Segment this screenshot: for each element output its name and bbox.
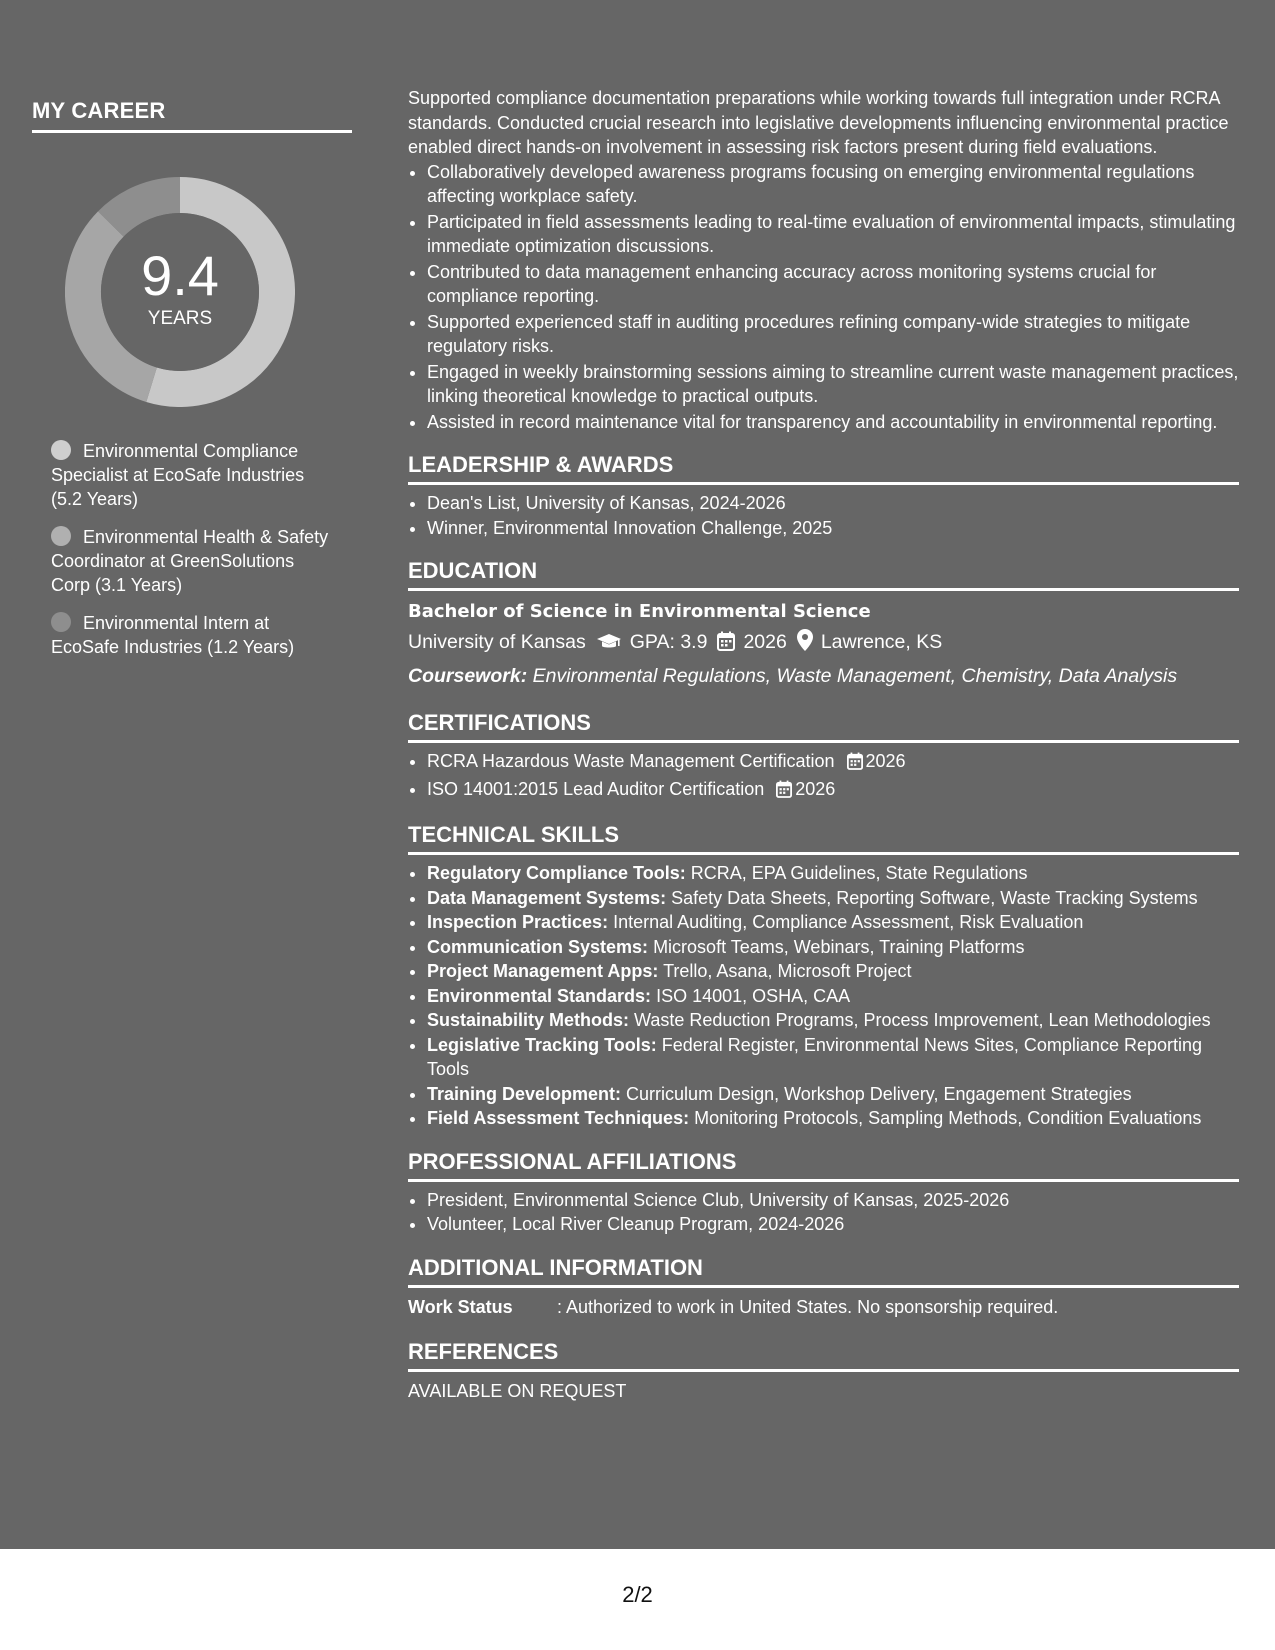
- education-details: [408, 627, 1239, 661]
- skill-value: Safety Data Sheets, Reporting Software, Waste Tracking Systems: [671, 887, 1198, 908]
- career-donut-chart: [65, 177, 295, 407]
- total-years-unit: YEARS: [147, 308, 213, 329]
- coursework-value: Environmental Regulations, Waste Management, Chemistry, Data Analysis: [532, 665, 1178, 687]
- skill-value: Curriculum Design, Workshop Delivery, Engagement Strategies: [626, 1083, 1132, 1104]
- skill-label: Communication Systems:: [427, 936, 649, 957]
- leadership-item: • Winner, Environmental Innovation Challenge, 2025: [427, 516, 1239, 541]
- career-legend-item: [51, 525, 331, 597]
- experience-bullet: • Participated in field assessments leading to real-time evaluation of environmental impacts, stimulating immediate optimization discussions.: [427, 210, 1239, 259]
- legend-dot-icon: [51, 526, 71, 546]
- skill-label: Regulatory Compliance Tools:: [427, 863, 686, 883]
- skill-label: Sustainability Methods:: [427, 1010, 630, 1030]
- experience-bullet: • Supported experienced staff in auditing procedures refining company-wide strategies to mitigate regulatory risks.: [427, 310, 1239, 359]
- graduation-year: 2026: [743, 631, 787, 653]
- skill-label: Field Assessment Techniques:: [427, 1108, 690, 1128]
- main-content: [408, 86, 1239, 1405]
- skill-label: Training Development:: [427, 1083, 622, 1104]
- page-number: 2/2: [622, 1582, 653, 1607]
- references-text: AVAILABLE ON REQUEST: [408, 1380, 627, 1401]
- experience-bullet: • Contributed to data management enhancing accuracy across monitoring systems crucial for compliance reporting.: [427, 260, 1239, 309]
- certification-year: 2026: [795, 778, 836, 799]
- leadership-item: • Dean's List, University of Kansas, 2024-2026: [427, 491, 1239, 516]
- skill-item: [427, 935, 1239, 960]
- skill-item: [427, 1082, 1239, 1107]
- affiliations-list: [408, 1188, 1239, 1237]
- skills-list: [408, 861, 1239, 1131]
- skill-value: RCRA, EPA Guidelines, State Regulations: [690, 863, 1028, 883]
- legend-dot-icon: [51, 440, 71, 460]
- skill-item: [427, 1033, 1239, 1082]
- skill-value: Federal Register, Environmental News Sites, Compliance Reporting Tools: [427, 1034, 1202, 1079]
- skill-value: Internal Auditing, Compliance Assessment, Risk Evaluation: [613, 912, 1084, 932]
- skill-item: [427, 861, 1239, 886]
- work-status-label: Work Status: [408, 1296, 513, 1317]
- skill-label: Data Management Systems:: [427, 887, 667, 908]
- skill-item: [427, 959, 1239, 984]
- skill-value: Waste Reduction Programs, Process Improvement, Lean Methodologies: [634, 1010, 1211, 1030]
- donut-center: [65, 177, 295, 407]
- skill-item: [427, 984, 1239, 1009]
- affiliation-item: • President, Environmental Science Club, University of Kansas, 2025-2026: [427, 1188, 1239, 1213]
- skill-item: [427, 1008, 1239, 1033]
- career-legend-item: [51, 439, 331, 511]
- education-heading: EDUCATION: [408, 558, 1239, 591]
- total-years-value: 9.4: [141, 244, 219, 307]
- career-legend-item: [51, 611, 331, 659]
- skill-label: Project Management Apps:: [427, 961, 659, 981]
- experience-intro: Supported compliance documentation preparations while working towards full integration under RCRA standards. Conducted crucial research into legislative developments influencing environmental practice enabled direct hands-on involvement in assessing risk factors present during field evaluations.: [408, 88, 1229, 157]
- calendar-icon: [847, 752, 863, 777]
- gpa-value: GPA: 3.9: [629, 631, 708, 653]
- affiliations-heading: PROFESSIONAL AFFILIATIONS: [408, 1149, 1239, 1182]
- career-legend-label: Environmental Compliance Specialist at EcoSafe Industries (5.2 Years): [51, 441, 305, 509]
- career-legend-label: Environmental Health & Safety Coordinator at GreenSolutions Corp (3.1 Years): [51, 527, 329, 595]
- calendar-icon: [776, 780, 792, 805]
- skill-value: Monitoring Protocols, Sampling Methods, Condition Evaluations: [694, 1108, 1202, 1128]
- calendar-icon: [717, 630, 735, 661]
- skill-value: Trello, Asana, Microsoft Project: [663, 961, 912, 981]
- leadership-list: [408, 491, 1239, 540]
- work-status-row: [408, 1294, 1239, 1321]
- legend-dot-icon: [51, 612, 71, 632]
- graduation-cap-icon: [596, 630, 622, 661]
- leadership-heading: LEADERSHIP & AWARDS: [408, 452, 1239, 485]
- skills-heading: TECHNICAL SKILLS: [408, 822, 1239, 855]
- experience-bullet: • Assisted in record maintenance vital for transparency and accountability in environmental reporting.: [427, 410, 1239, 435]
- skill-label: Environmental Standards:: [427, 985, 652, 1006]
- references-heading: REFERENCES: [408, 1339, 1239, 1372]
- career-sidebar: [32, 98, 352, 673]
- career-legend-label: Environmental Intern at EcoSafe Industries (1.2 Years): [51, 613, 295, 657]
- page-footer: [0, 1549, 1275, 1650]
- skill-item: [427, 886, 1239, 911]
- skill-value: Microsoft Teams, Webinars, Training Platforms: [653, 936, 1025, 957]
- experience-bullet: • Collaboratively developed awareness programs focusing on emerging environmental regulations affecting workplace safety.: [427, 160, 1239, 209]
- skill-item: [427, 1106, 1239, 1131]
- certifications-heading: CERTIFICATIONS: [408, 710, 1239, 743]
- school-location: Lawrence, KS: [820, 631, 943, 653]
- skill-label: Legislative Tracking Tools:: [427, 1034, 657, 1055]
- certification-name: RCRA Hazardous Waste Management Certification: [427, 751, 835, 771]
- certifications-list: [408, 749, 1239, 804]
- skill-label: Inspection Practices:: [427, 912, 609, 932]
- coursework-label: Coursework:: [408, 665, 528, 687]
- experience-bullets: [408, 160, 1239, 435]
- skill-value: ISO 14001, OSHA, CAA: [656, 985, 851, 1006]
- certification-item: [427, 749, 1239, 777]
- coursework: [408, 661, 1239, 692]
- school-name: University of Kansas: [408, 631, 586, 653]
- additional-info-heading: ADDITIONAL INFORMATION: [408, 1255, 1239, 1288]
- skill-item: [427, 910, 1239, 935]
- map-pin-icon: [797, 629, 813, 661]
- degree-title: Bachelor of Science in Environmental Science: [408, 601, 871, 622]
- career-legend: [32, 439, 352, 659]
- certification-name: ISO 14001:2015 Lead Auditor Certification: [427, 778, 765, 799]
- career-title: MY CAREER: [32, 98, 352, 133]
- certification-year: 2026: [865, 751, 906, 771]
- certification-item: [427, 777, 1239, 805]
- work-status-value: : Authorized to work in United States. No sponsorship required.: [557, 1296, 1059, 1317]
- experience-bullet: • Engaged in weekly brainstorming sessions aiming to streamline current waste management practices, linking theoretical knowledge to practical outputs.: [427, 360, 1239, 409]
- affiliation-item: • Volunteer, Local River Cleanup Program, 2024-2026: [427, 1212, 1239, 1237]
